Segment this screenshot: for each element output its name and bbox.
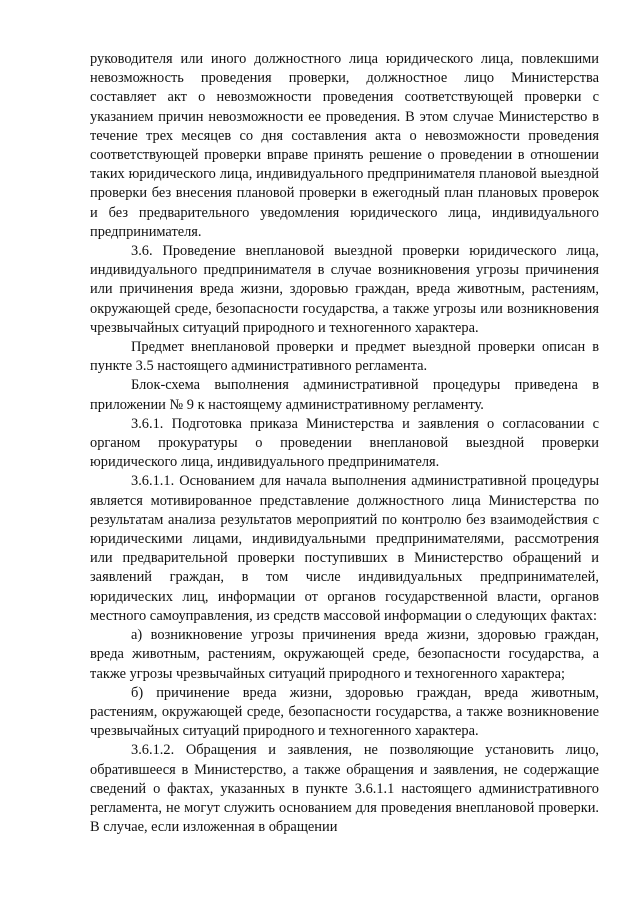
paragraph-section-3-6-1-1: 3.6.1.1. Основанием для начала выполнения административной процедуры является мотивированное представление должностного лица Министерства по результатам анализа результатов мероприятий по контролю без взаимодействия с юридическими лицами, индивидуальными предпринимателями, рассмотрения или предварительной проверки поступивших в Министерство обращений и заявлений граждан, в том числе индивидуальных предпринимателей, юридических лиц, информации от органов государственной власти, органов местного самоуправления, из средств массовой информации о следующих фактах:	[90, 473, 599, 624]
paragraph-flowchart-reference: Блок-схема выполнения административной процедуры приведена в приложении № 9 к настоящему административному регламенту.	[90, 377, 599, 413]
paragraph-item-b: б) причинение вреда жизни, здоровью граждан, вреда животным, растениям, окружающей среде, безопасности государства, а также возникновение чрезвычайных ситуаций природного и техногенного характера.	[90, 684, 599, 740]
paragraph-section-3-6-1: 3.6.1. Подготовка приказа Министерства и заявления о согласовании с органом прокуратуры о проведении внеплановой выездной проверки юридического лица, индивидуального предпринимателя.	[90, 415, 599, 471]
paragraph-continuation: руководителя или иного должностного лица юридического лица, повлекшими невозможность проведения проверки, должностное лицо Министерства составляет акт о невозможности проведения соответствующей проверки с указанием причин невозможности ее проведения. В этом случае Министерство в течение трех месяцев со дня составления акта о невозможности проведения соответствующей проверки вправе принять решение о проведении в отношении таких юридического лица, индивидуального предпринимателя плановой выездной проверки без внесения плановой проверки в ежегодный план плановых проверок и без предварительного уведомления юридического лица, индивидуального предпринимателя.	[90, 51, 599, 240]
paragraph-inspection-subject: Предмет внеплановой проверки и предмет выездной проверки описан в пункте 3.5 настоящего административного регламента.	[90, 339, 599, 375]
paragraph-section-3-6: 3.6. Проведение внеплановой выездной проверки юридического лица, индивидуального предпринимателя в случае возникновения угрозы причинения или причинения вреда жизни, здоровью граждан, вреда животным, растениям, окружающей среде, безопасности государства, а также угрозы или возникновения чрезвычайных ситуаций природного и техногенного характера.	[90, 243, 599, 336]
paragraph-item-a: а) возникновение угрозы причинения вреда жизни, здоровью граждан, вреда животным, растениям, окружающей среде, безопасности государства, а также угрозы чрезвычайных ситуаций природного и техногенного характера;	[90, 627, 599, 682]
paragraph-section-3-6-1-2: 3.6.1.2. Обращения и заявления, не позволяющие установить лицо, обратившееся в Министерство, а также обращения и заявления, не содержащие сведений о фактах, указанных в пункте 3.6.1.1 настоящего административного регламента, не могут служить основанием для проведения внеплановой проверки. В случае, если изложенная в обращении	[90, 742, 599, 836]
document-text-body	[90, 50, 599, 837]
